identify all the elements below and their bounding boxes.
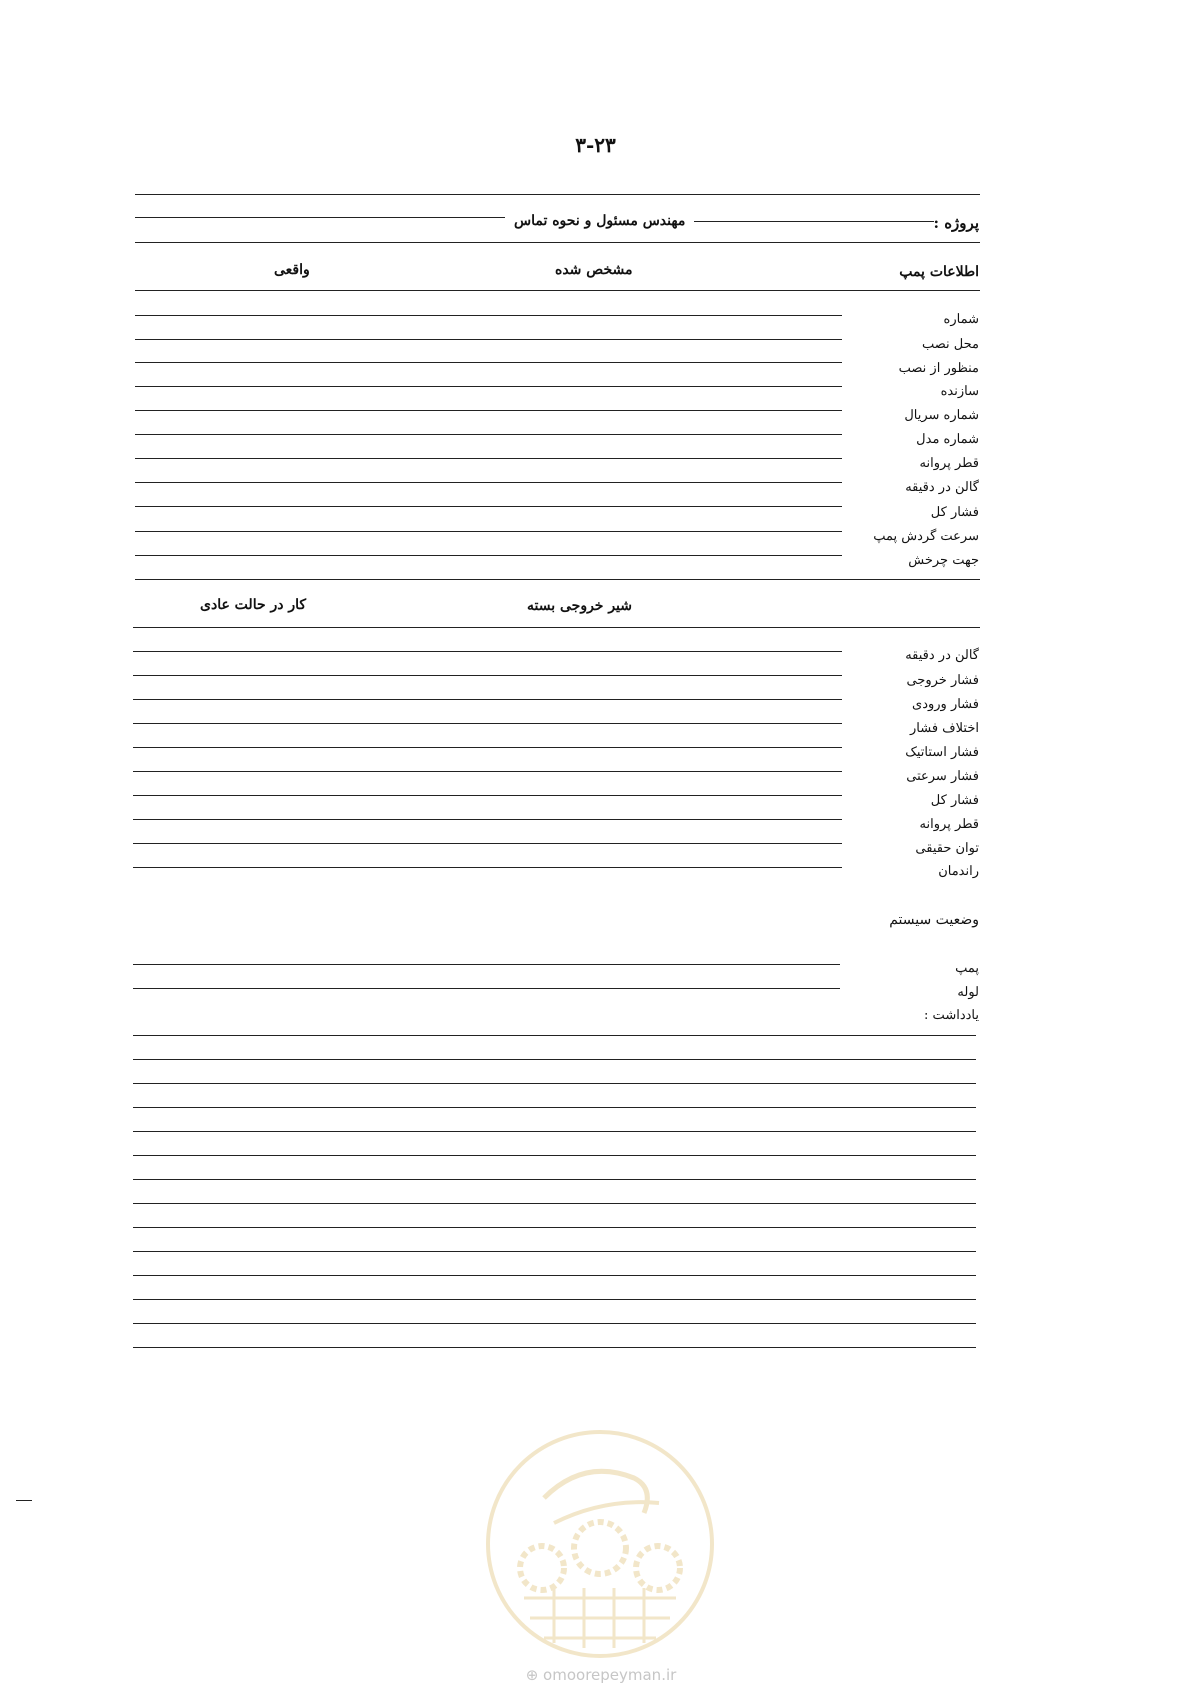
note-line[interactable] [133,1251,976,1252]
project-field[interactable] [694,221,934,222]
row-label: سازنده [940,384,979,399]
field-line[interactable] [133,747,842,748]
note-line[interactable] [133,1227,976,1228]
row-label: اختلاف فشار [910,721,979,736]
row-label: قطر پروانه [919,817,979,832]
note-line[interactable] [133,1131,976,1132]
row-label: فشار استاتیک [905,745,979,760]
note-line[interactable] [133,1299,976,1300]
row-label: پمپ [955,961,979,976]
field-line[interactable] [133,651,842,652]
field-line[interactable] [133,723,842,724]
field-line[interactable] [133,795,842,796]
note-line[interactable] [133,1035,976,1036]
page-number: ۳-۲۳ [575,133,616,157]
seal-watermark-icon [484,1428,716,1660]
engineer-label[interactable]: مهندس مسئول و نحوه تماس [514,213,686,229]
row-label: راندمان [938,864,979,879]
note-line[interactable] [133,1155,976,1156]
field-line[interactable] [133,699,842,700]
section-rule [133,627,980,628]
row-label: گالن در دقیقه [905,480,979,495]
field-line[interactable] [135,555,842,556]
field-line[interactable] [135,410,842,411]
row-label: قطر پروانه [919,456,979,471]
note-line[interactable] [133,1275,976,1276]
field-line[interactable] [135,362,842,363]
note-line[interactable] [133,1347,976,1348]
row-label: توان حقیقی [915,841,979,856]
field-line[interactable] [135,434,842,435]
row-label: منظور از نصب [898,361,979,376]
row-label: شماره مدل [916,432,979,447]
row-label: سرعت گردش پمپ [873,529,979,544]
field-line[interactable] [135,482,842,483]
row-label: شماره سریال [904,408,979,423]
field-line[interactable] [135,506,842,507]
top-rule [135,194,980,195]
row-label: فشار کل [930,793,979,808]
section-rule [135,290,980,291]
col-normal-operation: کار در حالت عادی [200,597,307,613]
field-line[interactable] [133,819,842,820]
note-line[interactable] [133,1107,976,1108]
header-rule [135,242,980,243]
field-line[interactable] [135,458,842,459]
field-line[interactable] [133,867,842,868]
col-specified: مشخص شده [555,262,633,278]
pump-info-title: اطلاعات پمپ [899,264,979,280]
note-line[interactable] [133,1179,976,1180]
margin-mark [16,1500,32,1501]
project-label[interactable]: پروژه : [933,214,979,232]
engineer-field[interactable] [135,217,505,218]
field-line[interactable] [135,315,842,316]
col-closed-valve: شیر خروجی بسته [527,598,633,614]
section-rule [135,579,980,580]
row-label: جهت چرخش [908,553,979,568]
field-line[interactable] [133,771,842,772]
row-label: محل نصب [922,337,979,352]
note-line[interactable] [133,1203,976,1204]
field-line[interactable] [135,386,842,387]
row-label: فشار کل [930,505,979,520]
row-label: فشار سرعتی [906,769,979,784]
field-line[interactable] [135,339,842,340]
row-label: فشار ورودی [912,697,979,712]
system-status-title: وضعیت سیستم [889,912,979,928]
row-label: شماره [943,312,979,327]
row-label: گالن در دقیقه [905,648,979,663]
col-actual: واقعی [274,262,310,278]
field-line[interactable] [133,675,842,676]
field-line[interactable] [133,964,840,965]
watermark-url: ⊕ omoorepeyman.ir [525,1666,677,1684]
note-line[interactable] [133,1323,976,1324]
field-line[interactable] [133,843,842,844]
note-line[interactable] [133,1059,976,1060]
notes-label: یادداشت : [924,1008,979,1023]
note-line[interactable] [133,1083,976,1084]
row-label: لوله [957,985,979,1000]
row-label: فشار خروجی [906,673,979,688]
field-line[interactable] [133,988,840,989]
field-line[interactable] [135,531,842,532]
